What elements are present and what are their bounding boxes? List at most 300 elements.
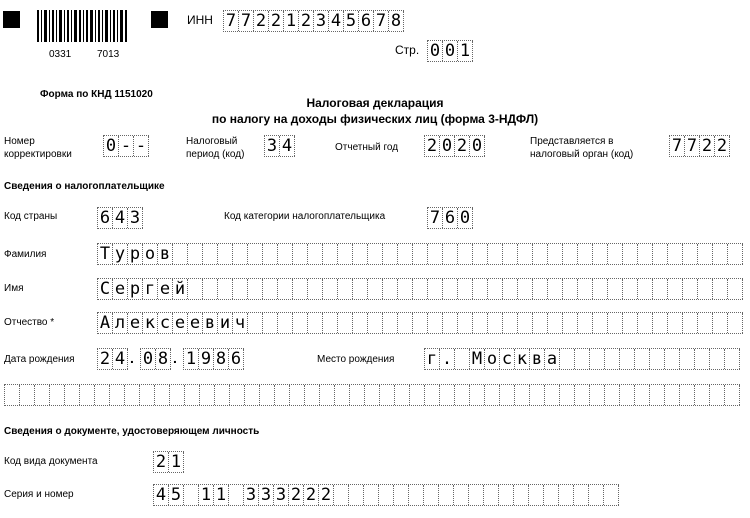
char-cell: [514, 485, 529, 505]
char-cell: 3: [314, 11, 329, 31]
char-cell: [529, 485, 544, 505]
char-cell: [650, 385, 665, 405]
char-cell: [263, 279, 278, 299]
char-cell: 0: [428, 41, 443, 61]
char-cell: [713, 244, 728, 264]
char-cell: 7: [670, 136, 685, 156]
char-cell: 6: [229, 349, 244, 369]
char-cell: [668, 279, 683, 299]
char-cell: [424, 485, 439, 505]
char-cell: [623, 244, 638, 264]
char-cell: [533, 313, 548, 333]
char-cell: 7: [685, 136, 700, 156]
char-cell: 2: [299, 11, 314, 31]
char-cell: [589, 485, 604, 505]
country-code-label: Код страны: [4, 211, 58, 222]
birth-date-dot-1: .: [130, 350, 134, 366]
char-cell: [440, 385, 455, 405]
corner-marker-left: [3, 11, 20, 28]
char-cell: [608, 244, 623, 264]
char-cell: [574, 485, 589, 505]
char-cell: [248, 313, 263, 333]
char-cell: [260, 385, 275, 405]
char-cell: [518, 313, 533, 333]
char-cell: [593, 279, 608, 299]
char-cell: [443, 244, 458, 264]
char-cell: [593, 244, 608, 264]
char-cell: [413, 313, 428, 333]
char-cell: [473, 279, 488, 299]
char-cell: у: [113, 244, 128, 264]
tax-period-label-1: Налоговый: [186, 136, 238, 147]
char-cell: Т: [98, 244, 113, 264]
char-cell: [488, 313, 503, 333]
char-cell: [548, 313, 563, 333]
char-cell: [398, 313, 413, 333]
char-cell: [548, 244, 563, 264]
char-cell: [410, 385, 425, 405]
char-cell: 6: [443, 208, 458, 228]
char-cell: 1: [284, 11, 299, 31]
char-cell: [518, 244, 533, 264]
char-cell: [364, 485, 379, 505]
tax-authority-label-1: Представляется в: [530, 136, 614, 147]
char-cell: 5: [344, 11, 359, 31]
char-cell: [428, 313, 443, 333]
char-cell: [575, 349, 590, 369]
char-cell: [458, 313, 473, 333]
char-cell: [218, 279, 233, 299]
inn-label: ИНН: [187, 13, 213, 27]
char-cell: [184, 485, 199, 505]
char-cell: [379, 485, 394, 505]
char-cell: [500, 385, 515, 405]
char-cell: [338, 279, 353, 299]
char-cell: [548, 279, 563, 299]
char-cell: [638, 279, 653, 299]
char-cell: в: [530, 349, 545, 369]
char-cell: к: [515, 349, 530, 369]
char-cell: [293, 244, 308, 264]
char-cell: 9: [199, 349, 214, 369]
char-cell: [488, 244, 503, 264]
char-cell: 1: [184, 349, 199, 369]
char-cell: 0: [443, 41, 458, 61]
char-cell: .: [440, 349, 455, 369]
char-cell: [380, 385, 395, 405]
char-cell: [439, 485, 454, 505]
report-year-label: Отчетный год: [335, 142, 399, 153]
patronymic-field[interactable]: [97, 312, 743, 334]
char-cell: [443, 313, 458, 333]
char-cell: в: [203, 313, 218, 333]
char-cell: е: [173, 313, 188, 333]
char-cell: [638, 244, 653, 264]
char-cell: 4: [329, 11, 344, 31]
char-cell: [713, 313, 728, 333]
char-cell: 2: [154, 452, 169, 472]
char-cell: р: [128, 244, 143, 264]
char-cell: [338, 313, 353, 333]
char-cell: [428, 244, 443, 264]
char-cell: [383, 313, 398, 333]
char-cell: й: [173, 279, 188, 299]
char-cell: [155, 385, 170, 405]
char-cell: [530, 385, 545, 405]
char-cell: [545, 385, 560, 405]
char-cell: -: [134, 136, 149, 156]
char-cell: [698, 313, 713, 333]
char-cell: [215, 385, 230, 405]
char-cell: г: [143, 279, 158, 299]
char-cell: 0: [141, 349, 156, 369]
char-cell: 4: [154, 485, 169, 505]
char-cell: [728, 279, 743, 299]
char-cell: 3: [274, 485, 289, 505]
char-cell: [533, 244, 548, 264]
char-cell: [35, 385, 50, 405]
char-cell: е: [113, 279, 128, 299]
char-cell: [473, 244, 488, 264]
char-cell: [544, 485, 559, 505]
char-cell: [728, 244, 743, 264]
char-cell: [278, 279, 293, 299]
char-cell: 8: [389, 11, 404, 31]
char-cell: [563, 313, 578, 333]
char-cell: [470, 385, 485, 405]
char-cell: [413, 244, 428, 264]
char-cell: [725, 349, 740, 369]
char-cell: 2: [700, 136, 715, 156]
char-cell: [560, 385, 575, 405]
char-cell: [710, 385, 725, 405]
char-cell: 1: [214, 485, 229, 505]
char-cell: [125, 385, 140, 405]
char-cell: [485, 385, 500, 405]
birth-year-field[interactable]: [183, 348, 244, 370]
tax-period-field[interactable]: [264, 135, 295, 157]
char-cell: [635, 349, 650, 369]
char-cell: [458, 279, 473, 299]
char-cell: [710, 349, 725, 369]
title-line2: по налогу на доходы физических лиц (форма 3-НДФЛ): [211, 112, 539, 126]
surname-field[interactable]: [97, 243, 743, 265]
char-cell: [683, 244, 698, 264]
char-cell: [578, 313, 593, 333]
char-cell: [140, 385, 155, 405]
char-cell: [638, 313, 653, 333]
char-cell: [413, 279, 428, 299]
char-cell: [620, 349, 635, 369]
char-cell: [668, 244, 683, 264]
report-year-field[interactable]: [424, 135, 485, 157]
char-cell: [278, 313, 293, 333]
title-line1: Налоговая декларация: [306, 96, 444, 110]
char-cell: [188, 244, 203, 264]
surname-label: Фамилия: [4, 249, 47, 260]
correction-field[interactable]: [103, 135, 149, 157]
char-cell: 1: [169, 452, 184, 472]
char-cell: [515, 385, 530, 405]
char-cell: [623, 279, 638, 299]
char-cell: [383, 244, 398, 264]
char-cell: 2: [304, 485, 319, 505]
char-cell: а: [545, 349, 560, 369]
char-cell: [473, 313, 488, 333]
birth-day-field[interactable]: [97, 348, 128, 370]
char-cell: [305, 385, 320, 405]
char-cell: [248, 244, 263, 264]
char-cell: 2: [289, 485, 304, 505]
char-cell: [230, 385, 245, 405]
char-cell: [560, 349, 575, 369]
char-cell: [469, 485, 484, 505]
char-cell: 7: [239, 11, 254, 31]
birth-date-label: Дата рождения: [4, 354, 75, 365]
char-cell: [563, 279, 578, 299]
char-cell: [503, 279, 518, 299]
char-cell: [203, 244, 218, 264]
char-cell: 6: [359, 11, 374, 31]
char-cell: [635, 385, 650, 405]
char-cell: [50, 385, 65, 405]
char-cell: [308, 313, 323, 333]
char-cell: 2: [98, 349, 113, 369]
char-cell: М: [470, 349, 485, 369]
char-cell: [200, 385, 215, 405]
char-cell: [563, 244, 578, 264]
char-cell: [593, 313, 608, 333]
char-cell: и: [218, 313, 233, 333]
barcode-number-right: 7013: [97, 49, 120, 60]
char-cell: [698, 279, 713, 299]
char-cell: [533, 279, 548, 299]
char-cell: [395, 385, 410, 405]
char-cell: [653, 313, 668, 333]
barcode-icon: [37, 10, 127, 48]
char-cell: [188, 279, 203, 299]
char-cell: [263, 313, 278, 333]
tax-authority-field[interactable]: [669, 135, 730, 157]
birth-place-field[interactable]: [424, 348, 740, 370]
char-cell: [353, 313, 368, 333]
char-cell: [95, 385, 110, 405]
char-cell: [368, 313, 383, 333]
char-cell: -: [119, 136, 134, 156]
char-cell: [229, 485, 244, 505]
page-label: Стр.: [395, 43, 420, 57]
char-cell: [503, 244, 518, 264]
char-cell: [398, 244, 413, 264]
char-cell: [605, 385, 620, 405]
patronymic-label: Отчество *: [4, 317, 55, 328]
birth-place-label: Место рождения: [317, 354, 395, 365]
char-cell: 2: [425, 136, 440, 156]
char-cell: в: [158, 244, 173, 264]
char-cell: о: [143, 244, 158, 264]
inn-field[interactable]: [223, 10, 404, 32]
char-cell: С: [98, 279, 113, 299]
char-cell: е: [158, 279, 173, 299]
char-cell: [233, 244, 248, 264]
tax-period-label-2: период (код): [186, 149, 245, 160]
correction-label-1: Номер: [4, 136, 35, 147]
char-cell: [698, 244, 713, 264]
form-code: Форма по КНД 1151020: [40, 89, 153, 100]
char-cell: [349, 485, 364, 505]
char-cell: [578, 279, 593, 299]
char-cell: [290, 385, 305, 405]
barcode-number-left: 0331: [49, 49, 72, 60]
char-cell: 8: [156, 349, 171, 369]
char-cell: [455, 385, 470, 405]
char-cell: [278, 244, 293, 264]
char-cell: [353, 279, 368, 299]
category-code-label: Код категории налогоплательщика: [224, 211, 386, 222]
char-cell: [170, 385, 185, 405]
char-cell: с: [158, 313, 173, 333]
char-cell: [590, 385, 605, 405]
char-cell: [683, 313, 698, 333]
char-cell: ч: [233, 313, 248, 333]
char-cell: с: [500, 349, 515, 369]
char-cell: [665, 385, 680, 405]
char-cell: 7: [224, 11, 239, 31]
char-cell: [454, 485, 469, 505]
char-cell: [665, 349, 680, 369]
char-cell: г: [425, 349, 440, 369]
char-cell: [428, 279, 443, 299]
char-cell: 6: [98, 208, 113, 228]
char-cell: [725, 385, 740, 405]
char-cell: [365, 385, 380, 405]
char-cell: [578, 244, 593, 264]
char-cell: 3: [128, 208, 143, 228]
char-cell: [185, 385, 200, 405]
correction-label-2: корректировки: [4, 149, 72, 160]
page-field[interactable]: [427, 40, 473, 62]
char-cell: [323, 244, 338, 264]
birth-date-dot-2: .: [173, 350, 177, 366]
char-cell: [623, 313, 638, 333]
char-cell: [293, 313, 308, 333]
char-cell: [650, 349, 665, 369]
char-cell: [293, 279, 308, 299]
doc-type-field[interactable]: [153, 451, 184, 473]
char-cell: е: [128, 313, 143, 333]
char-cell: [338, 244, 353, 264]
char-cell: [368, 244, 383, 264]
series-number-label: Серия и номер: [4, 489, 74, 500]
char-cell: 2: [269, 11, 284, 31]
char-cell: [425, 385, 440, 405]
char-cell: [383, 279, 398, 299]
char-cell: 8: [214, 349, 229, 369]
char-cell: [503, 313, 518, 333]
char-cell: [653, 244, 668, 264]
char-cell: [559, 485, 574, 505]
char-cell: [173, 244, 188, 264]
char-cell: [203, 279, 218, 299]
char-cell: [590, 349, 605, 369]
char-cell: 1: [458, 41, 473, 61]
char-cell: [728, 313, 743, 333]
category-code-field[interactable]: [427, 207, 473, 229]
char-cell: [620, 385, 635, 405]
char-cell: 4: [113, 349, 128, 369]
char-cell: [233, 279, 248, 299]
char-cell: 4: [113, 208, 128, 228]
char-cell: о: [485, 349, 500, 369]
char-cell: 0: [104, 136, 119, 156]
char-cell: [458, 244, 473, 264]
char-cell: 2: [455, 136, 470, 156]
char-cell: [695, 349, 710, 369]
char-cell: [518, 279, 533, 299]
taxpayer-section-heading: Сведения о налогоплательщике: [4, 181, 165, 192]
name-field[interactable]: [97, 278, 743, 300]
char-cell: [323, 313, 338, 333]
document-section-heading: Сведения о документе, удостоверяющем личность: [4, 426, 260, 437]
country-code-field[interactable]: [97, 207, 143, 229]
char-cell: [353, 244, 368, 264]
char-cell: [110, 385, 125, 405]
char-cell: [668, 313, 683, 333]
char-cell: [488, 279, 503, 299]
series-number-field[interactable]: [153, 484, 619, 506]
char-cell: 0: [458, 208, 473, 228]
char-cell: [323, 279, 338, 299]
char-cell: [713, 279, 728, 299]
name-label: Имя: [4, 283, 24, 294]
char-cell: [455, 349, 470, 369]
char-cell: [335, 385, 350, 405]
doc-type-label: Код вида документа: [4, 456, 98, 467]
birth-place-field-line2[interactable]: [4, 384, 740, 406]
char-cell: 7: [374, 11, 389, 31]
char-cell: [308, 279, 323, 299]
char-cell: 1: [199, 485, 214, 505]
char-cell: л: [113, 313, 128, 333]
char-cell: [695, 385, 710, 405]
char-cell: [604, 485, 619, 505]
char-cell: [680, 349, 695, 369]
char-cell: [394, 485, 409, 505]
char-cell: А: [98, 313, 113, 333]
char-cell: [5, 385, 20, 405]
birth-month-field[interactable]: [140, 348, 171, 370]
char-cell: 2: [715, 136, 730, 156]
char-cell: е: [188, 313, 203, 333]
char-cell: [653, 279, 668, 299]
char-cell: 4: [280, 136, 295, 156]
char-cell: [320, 385, 335, 405]
char-cell: 2: [254, 11, 269, 31]
char-cell: 3: [244, 485, 259, 505]
char-cell: [80, 385, 95, 405]
char-cell: [20, 385, 35, 405]
char-cell: [575, 385, 590, 405]
char-cell: [334, 485, 349, 505]
char-cell: [683, 279, 698, 299]
char-cell: 0: [470, 136, 485, 156]
char-cell: [245, 385, 260, 405]
char-cell: [608, 313, 623, 333]
tax-authority-label-2: налоговый орган (код): [530, 149, 634, 160]
char-cell: [218, 244, 233, 264]
char-cell: 3: [259, 485, 274, 505]
char-cell: [680, 385, 695, 405]
